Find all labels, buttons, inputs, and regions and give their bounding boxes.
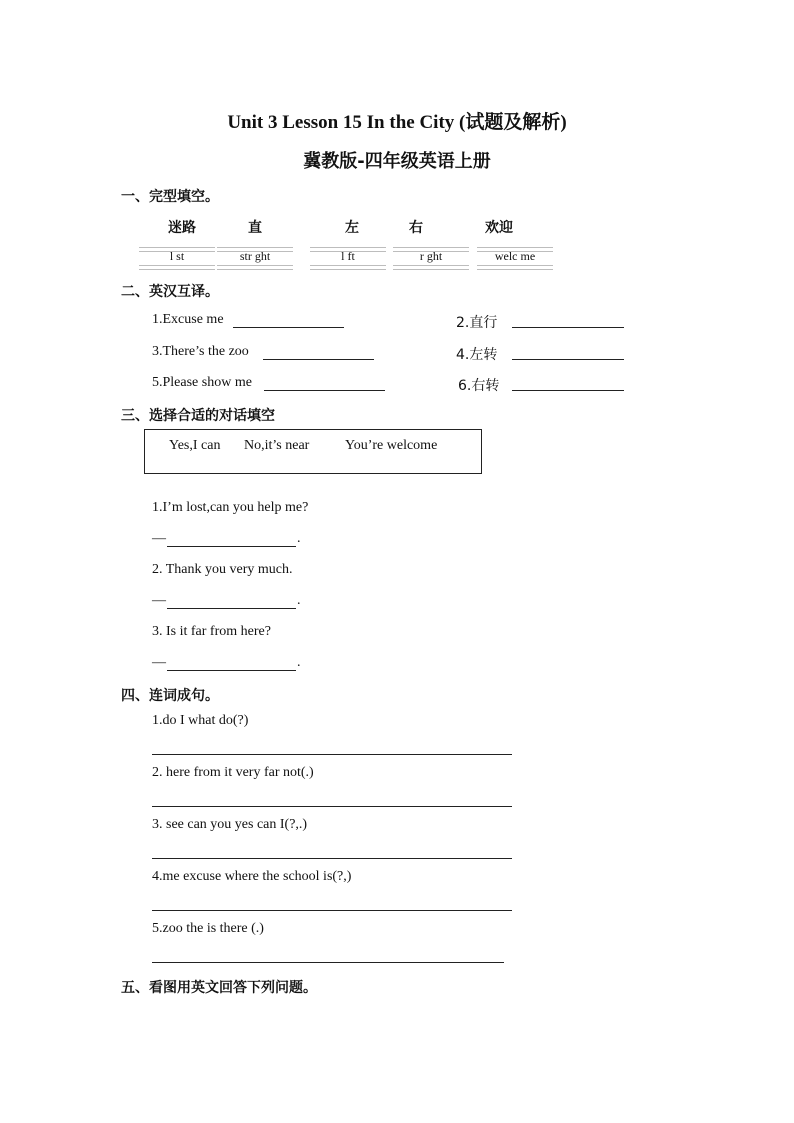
sentence-item-3: 3. see can you yes can I(?,.) — [152, 817, 308, 832]
vocab-cn-2: 直 — [248, 220, 262, 236]
dialog-period-3: . — [297, 655, 301, 670]
option-2: No,it’s near — [244, 438, 310, 453]
sentence-item-5: 5.zoo the is there (.) — [152, 921, 264, 936]
translate-item-6: 6.右转 — [458, 378, 500, 394]
translate-blank-3[interactable] — [263, 359, 374, 360]
dialog-question-2: 2. Thank you very much. — [152, 562, 293, 577]
vocab-blank-3[interactable] — [310, 247, 386, 269]
section-5-heading: 五、看图用英文回答下列问题。 — [121, 980, 317, 996]
dialog-question-3: 3. Is it far from here? — [152, 624, 271, 639]
sentence-item-2: 2. here from it very far not(.) — [152, 765, 314, 780]
dialog-question-1: 1.I’m lost,can you help me? — [152, 500, 309, 515]
translate-item-1: 1.Excuse me — [152, 312, 224, 327]
options-box — [144, 429, 482, 474]
sentence-line-5[interactable] — [152, 962, 504, 963]
option-1: Yes,I can — [169, 438, 221, 453]
dialog-answer-2[interactable] — [167, 608, 296, 609]
vocab-en-2: str ght — [239, 249, 271, 263]
dialog-dash-1: — — [152, 531, 166, 546]
dialog-period-1: . — [297, 531, 301, 546]
sentence-line-2[interactable] — [152, 806, 512, 807]
section-4-heading: 四、连词成句。 — [121, 688, 219, 704]
translate-blank-6[interactable] — [512, 390, 624, 391]
option-3: You’re welcome — [345, 438, 438, 453]
vocab-blank-1[interactable] — [139, 247, 215, 269]
translate-item-5: 5.Please show me — [152, 375, 252, 390]
vocab-cn-5: 欢迎 — [485, 220, 513, 236]
translate-blank-1[interactable] — [233, 327, 344, 328]
translate-blank-2[interactable] — [512, 327, 624, 328]
vocab-cn-4: 右 — [409, 220, 423, 236]
dialog-answer-1[interactable] — [167, 546, 296, 547]
translate-blank-5[interactable] — [264, 390, 385, 391]
vocab-en-1: l st — [169, 249, 185, 263]
page-subtitle: 冀教版-四年级英语上册 — [303, 151, 491, 172]
translate-item-4: 4.左转 — [456, 347, 498, 363]
dialog-dash-3: — — [152, 655, 166, 670]
vocab-blank-2[interactable] — [217, 247, 293, 269]
section-3-heading: 三、选择合适的对话填空 — [121, 408, 275, 424]
vocab-blank-4[interactable] — [393, 247, 469, 269]
sentence-line-1[interactable] — [152, 754, 512, 755]
dialog-period-2: . — [297, 593, 301, 608]
sentence-line-3[interactable] — [152, 858, 512, 859]
vocab-en-4: r ght — [419, 249, 443, 263]
section-2-heading: 二、英汉互译。 — [121, 284, 219, 300]
section-1-heading: 一、完型填空。 — [121, 189, 219, 205]
page-title: Unit 3 Lesson 15 In the City (试题及解析) — [227, 112, 567, 133]
vocab-en-5: welc me — [494, 249, 536, 263]
vocab-cn-3: 左 — [345, 220, 359, 236]
vocab-en-3: l ft — [341, 249, 355, 263]
dialog-dash-2: — — [152, 593, 166, 608]
sentence-line-4[interactable] — [152, 910, 512, 911]
translate-item-3: 3.There’s the zoo — [152, 344, 249, 359]
translate-blank-4[interactable] — [512, 359, 624, 360]
vocab-blank-5[interactable] — [477, 247, 553, 269]
dialog-answer-3[interactable] — [167, 670, 296, 671]
translate-item-2: 2.直行 — [456, 315, 498, 331]
sentence-item-4: 4.me excuse where the school is(?,) — [152, 869, 352, 884]
vocab-cn-1: 迷路 — [168, 220, 196, 236]
sentence-item-1: 1.do I what do(?) — [152, 713, 249, 728]
